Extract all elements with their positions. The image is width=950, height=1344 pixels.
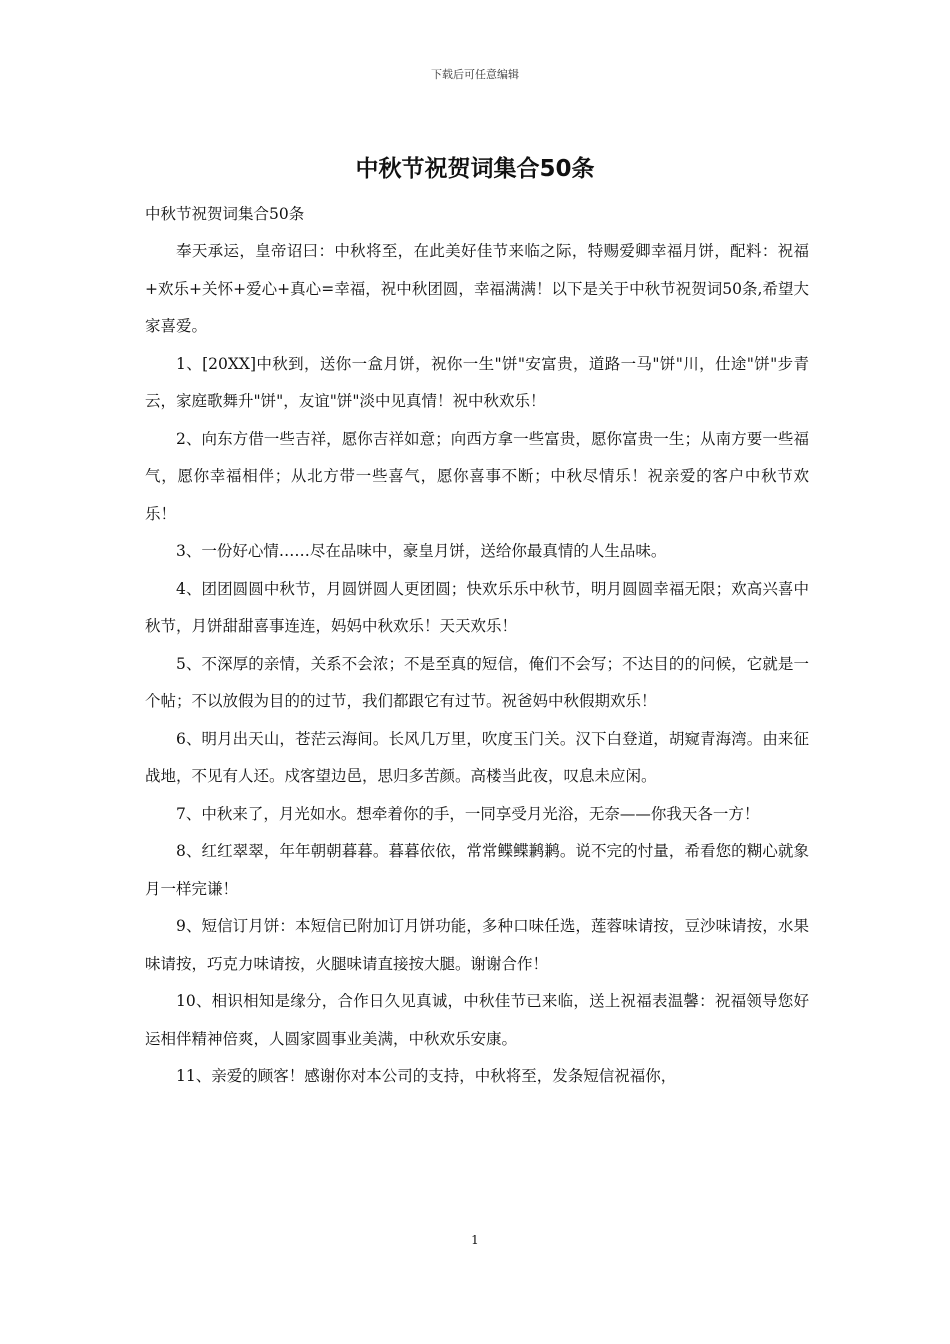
greeting-item-10: 10、相识相知是缘分，合作日久见真诚，中秋佳节已来临，送上祝福表温馨：祝福领导您好运相伴精神倍爽，人圆家圆事业美满，中秋欢乐安康。 xyxy=(145,992,809,1048)
page-number: 1 xyxy=(471,1233,479,1247)
document-title: 中秋节祝贺词集合50条 xyxy=(355,156,595,182)
header-note: 下载后可任意编辑 xyxy=(431,68,519,81)
greeting-item-7: 7、中秋来了，月光如水。想牵着你的手，一同享受月光浴，无奈——你我天各一方！ xyxy=(176,804,760,823)
document-subtitle: 中秋节祝贺词集合50条 xyxy=(145,205,305,223)
greeting-item-2: 2、向东方借一些吉祥，愿你吉祥如意；向西方拿一些富贵，愿你富贵一生；从南方要一些福气，愿你幸福相伴；从北方带一些喜气，愿你喜事不断；中秋尽情乐！祝亲爱的客户中秋节欢乐！ xyxy=(145,429,809,523)
intro-paragraph: 奉天承运，皇帝诏曰：中秋将至，在此美好佳节来临之际，特赐爱卿幸福月饼，配料：祝福+欢乐+关怀+爱心+真心=幸福，祝中秋团圆，幸福满满！以下是关于中秋节祝贺词50条,希望大家喜爱。 xyxy=(145,242,809,335)
document-body xyxy=(145,196,809,1096)
greeting-item-8: 8、红红翠翠，年年朝朝暮暮。暮暮依依，常常鲽鲽鹣鹣。说不完的忖量，希看您的糊心就象月一样完谦！ xyxy=(145,842,809,898)
greeting-item-11: 11、亲爱的顾客！感谢你对本公司的支持，中秋将至，发条短信祝福你， xyxy=(176,1067,677,1085)
greeting-item-5: 5、不深厚的亲情，关系不会浓；不是至真的短信，俺们不会写；不达目的的问候，它就是一个帖；不以放假为目的的过节，我们都跟它有过节。祝爸妈中秋假期欢乐！ xyxy=(145,654,809,710)
greeting-item-3: 3、一份好心情……尽在品味中，豪皇月饼，送给你最真情的人生品味。 xyxy=(176,542,667,560)
greeting-item-1: 1、[20XX]中秋到，送你一盒月饼，祝你一生"饼"安富贵，道路一马"饼"川，仕途"饼"步青云，家庭歌舞升"饼"，友谊"饼"淡中见真情！祝中秋欢乐！ xyxy=(145,354,809,410)
greeting-item-4: 4、团团圆圆中秋节，月圆饼圆人更团圆；快欢乐乐中秋节，明月圆圆幸福无限；欢高兴喜中秋节，月饼甜甜喜事连连，妈妈中秋欢乐！天天欢乐！ xyxy=(145,579,809,635)
greeting-item-9: 9、短信订月饼：本短信已附加订月饼功能，多种口味任选，莲蓉味请按，豆沙味请按，水果味请按，巧克力味请按，火腿味请直接按大腿。谢谢合作！ xyxy=(145,917,809,973)
greeting-item-6: 6、明月出天山，苍茫云海间。长风几万里，吹度玉门关。汉下白登道，胡窥青海湾。由来征战地，不见有人还。戍客望边邑，思归多苦颜。高楼当此夜，叹息未应闲。 xyxy=(145,729,809,785)
